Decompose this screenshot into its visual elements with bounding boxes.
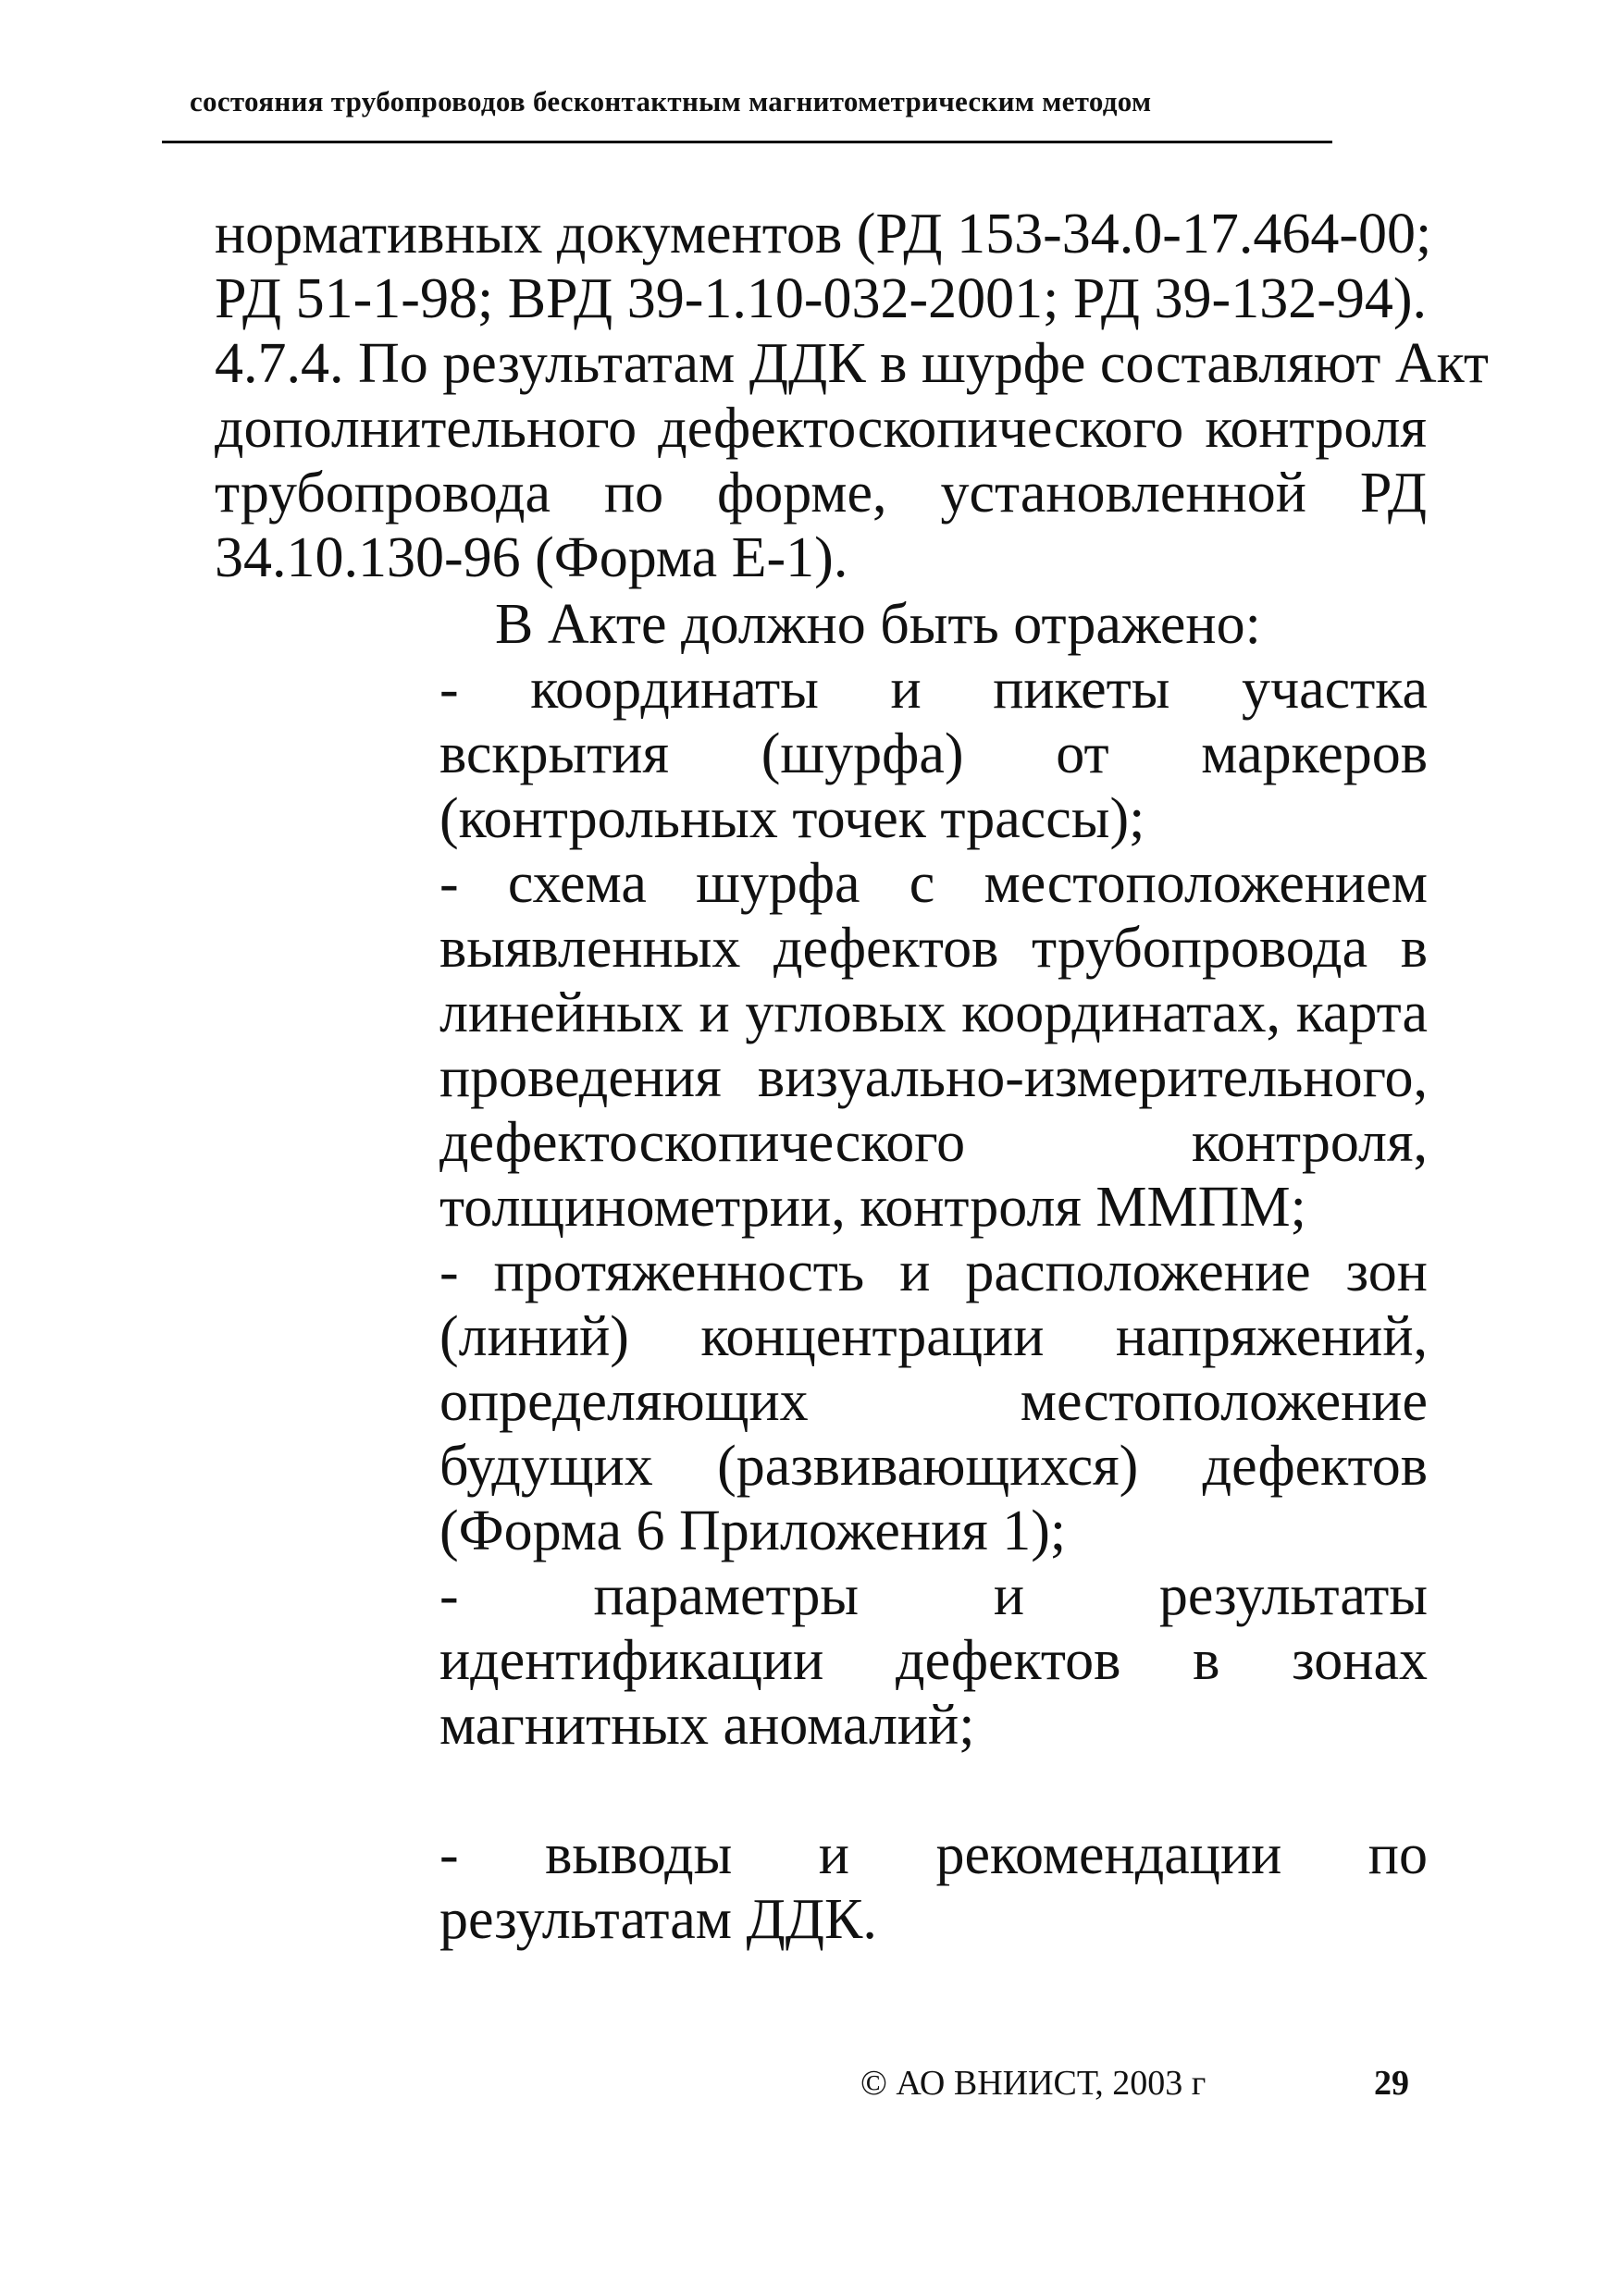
act-intro: В Акте должно быть отражено: <box>495 593 1261 656</box>
paragraph-line: 4.7.4. По результатам ДДК в шурфе составляют Акт <box>215 332 1490 395</box>
paragraph-line: нормативных документов (РД 153-34.0-17.464-00; <box>215 203 1432 265</box>
header-divider <box>162 141 1332 143</box>
paragraph-line: РД 51-1-98; ВРД 39-1.10-032-2001; РД 39-132-94). <box>215 267 1427 330</box>
paragraph-line: трубопровода по форме, установленной РД <box>215 462 1427 525</box>
list-item: - протяженность и расположение зон (линий) концентрации напряжений, определяющих местоположение будущих (развивающихся) дефектов (Форма 6 Приложения 1); <box>439 1241 1428 1562</box>
page-number: 29 <box>1374 2064 1409 2103</box>
list-item: - параметры и результаты идентификации дефектов в зонах магнитных аномалий; <box>439 1564 1428 1757</box>
list-item: - координаты и пикеты участка вскрытия (шурфа) от маркеров (контрольных точек трассы); <box>439 658 1428 850</box>
paragraph-line: дополнительного дефектоскопического контроля <box>215 397 1427 460</box>
paragraph-line: 34.10.130-96 (Форма Е-1). <box>215 526 848 589</box>
list-item: - выводы и рекомендации по результатам ДДК. <box>439 1823 1428 1951</box>
footer-copyright: © АО ВНИИСТ, 2003 г <box>860 2064 1206 2103</box>
list-item: - схема шурфа с местоположением выявленных дефектов трубопровода в линейных и угловых координатах, карта проведения визуально-измерительного, дефектоскопического контроля, толщинометрии, контроля ММПМ; <box>439 852 1428 1239</box>
running-header: состояния трубопроводов бесконтактным магнитометрическим методом <box>190 85 1152 117</box>
main-paragraph <box>215 202 1490 590</box>
act-contents-list <box>439 657 1428 1952</box>
